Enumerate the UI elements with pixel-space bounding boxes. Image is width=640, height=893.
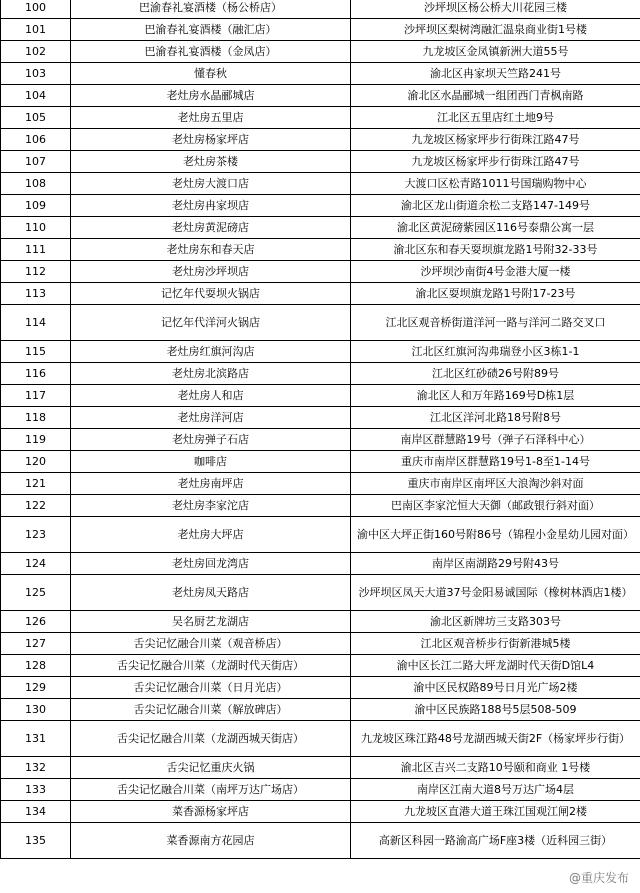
restaurant-name-cell: 舌尖记忆融合川菜（龙湖西城天街店）: [71, 721, 351, 757]
row-number-cell: 128: [1, 655, 71, 677]
table-row: [1, 41, 640, 63]
restaurant-name-cell: 老灶房大坪店: [71, 517, 351, 553]
row-number-cell: 132: [1, 757, 71, 779]
weibo-watermark: @重庆发布: [566, 868, 632, 887]
table-row: [1, 473, 640, 495]
table-row: [1, 801, 640, 823]
row-number-cell: 100: [1, 0, 71, 19]
row-number-cell: 122: [1, 495, 71, 517]
address-cell: 沙坪坝区梨树湾融汇温泉商业街1号楼: [351, 19, 640, 41]
restaurant-name-cell: 舌尖记忆融合川菜（南坪万达广场店）: [71, 779, 351, 801]
table-row: [1, 85, 640, 107]
address-cell: 渝中区长江二路大坪龙湖时代天街D馆L4: [351, 655, 640, 677]
row-number-cell: 135: [1, 823, 71, 859]
table-row: [1, 575, 640, 611]
table-row: [1, 677, 640, 699]
row-number-cell: 129: [1, 677, 71, 699]
table-body: [1, 0, 640, 859]
table-row: [1, 451, 640, 473]
address-cell: 渝中区大坪正街160号附86号（锦程小金星幼儿园对面）: [351, 517, 640, 553]
table-row: [1, 757, 640, 779]
table-row: [1, 151, 640, 173]
row-number-cell: 102: [1, 41, 71, 63]
address-cell: 重庆市南岸区南坪区大浪淘沙斜对面: [351, 473, 640, 495]
restaurant-name-cell: 老灶房弹子石店: [71, 429, 351, 451]
table-row: [1, 63, 640, 85]
row-number-cell: 110: [1, 217, 71, 239]
address-cell: 渝北区龙山街道余松二支路147-149号: [351, 195, 640, 217]
restaurant-name-cell: 老灶房回龙湾店: [71, 553, 351, 575]
address-cell: 渝北区冉家坝天竺路241号: [351, 63, 640, 85]
restaurant-name-cell: 舌尖记忆融合川菜（观音桥店）: [71, 633, 351, 655]
restaurant-name-cell: 老灶房杨家坪店: [71, 129, 351, 151]
row-number-cell: 123: [1, 517, 71, 553]
address-cell: 江北区观音桥街道洋河一路与洋河二路交叉口: [351, 305, 640, 341]
restaurant-name-cell: 老灶房沙坪坝店: [71, 261, 351, 283]
table-row: [1, 363, 640, 385]
address-cell: 九龙坡区金凤镇新洲大道55号: [351, 41, 640, 63]
row-number-cell: 127: [1, 633, 71, 655]
table-row: [1, 239, 640, 261]
address-cell: 重庆市南岸区群慧路19号1-8至1-14号: [351, 451, 640, 473]
restaurant-name-cell: 老灶房洋河店: [71, 407, 351, 429]
restaurant-name-cell: 舌尖记忆融合川菜（龙湖时代天街店）: [71, 655, 351, 677]
restaurant-name-cell: 吴名厨艺龙湖店: [71, 611, 351, 633]
row-number-cell: 125: [1, 575, 71, 611]
table-row: [1, 779, 640, 801]
row-number-cell: 113: [1, 283, 71, 305]
address-cell: 江北区洋河北路18号附8号: [351, 407, 640, 429]
restaurant-name-cell: 记忆年代洋河火锅店: [71, 305, 351, 341]
row-number-cell: 108: [1, 173, 71, 195]
address-cell: 江北区红旗河沟弗瑞登小区3栋1-1: [351, 341, 640, 363]
table-row: [1, 283, 640, 305]
restaurant-name-cell: 舌尖记忆融合川菜（解放碑店）: [71, 699, 351, 721]
row-number-cell: 130: [1, 699, 71, 721]
table-row: [1, 611, 640, 633]
address-cell: 九龙坡区珠江路48号龙湖西城天街2F（杨家坪步行街）: [351, 721, 640, 757]
row-number-cell: 115: [1, 341, 71, 363]
address-cell: 南岸区南湖路29号附43号: [351, 553, 640, 575]
address-cell: 渝北区新牌坊三支路303号: [351, 611, 640, 633]
address-cell: 南岸区群慧路19号（弹子石泽科中心）: [351, 429, 640, 451]
table-row: [1, 721, 640, 757]
restaurant-name-cell: 老灶房李家沱店: [71, 495, 351, 517]
restaurant-name-cell: 老灶房红旗河沟店: [71, 341, 351, 363]
table-row: [1, 173, 640, 195]
restaurant-name-cell: 巴渝春礼宴酒楼（融汇店）: [71, 19, 351, 41]
address-cell: 渝北区人和万年路169号D栋1层: [351, 385, 640, 407]
table-row: [1, 129, 640, 151]
row-number-cell: 106: [1, 129, 71, 151]
restaurant-name-cell: 咖啡店: [71, 451, 351, 473]
table-row: [1, 655, 640, 677]
table-row: [1, 19, 640, 41]
table-row: [1, 429, 640, 451]
table-row: [1, 385, 640, 407]
row-number-cell: 118: [1, 407, 71, 429]
row-number-cell: 101: [1, 19, 71, 41]
restaurant-name-cell: 菜香源南方花园店: [71, 823, 351, 859]
restaurant-name-cell: 老灶房凤天路店: [71, 575, 351, 611]
row-number-cell: 133: [1, 779, 71, 801]
address-cell: 渝北区耍坝旗龙路1号附17-23号: [351, 283, 640, 305]
address-cell: 九龙坡区直港大道王珠江国观江闸2楼: [351, 801, 640, 823]
address-cell: 九龙坡区杨家坪步行街珠江路47号: [351, 129, 640, 151]
row-number-cell: 134: [1, 801, 71, 823]
restaurant-name-cell: 老灶房冉家坝店: [71, 195, 351, 217]
table-row: [1, 407, 640, 429]
table-row: [1, 823, 640, 859]
restaurant-name-cell: 巴渝春礼宴酒楼（杨公桥店）: [71, 0, 351, 19]
address-cell: 渝北区黄泥磅紫园区116号泰鼎公寓一层: [351, 217, 640, 239]
row-number-cell: 112: [1, 261, 71, 283]
row-number-cell: 104: [1, 85, 71, 107]
restaurant-name-cell: 老灶房五里店: [71, 107, 351, 129]
restaurant-name-cell: 老灶房东和春天店: [71, 239, 351, 261]
restaurant-name-cell: 老灶房茶楼: [71, 151, 351, 173]
row-number-cell: 114: [1, 305, 71, 341]
row-number-cell: 126: [1, 611, 71, 633]
restaurant-name-cell: 老灶房北滨路店: [71, 363, 351, 385]
restaurant-name-cell: 懂春秋: [71, 63, 351, 85]
restaurant-name-cell: 舌尖记忆融合川菜（日月光店）: [71, 677, 351, 699]
address-cell: 沙坪坝区凤天大道37号金阳易诚国际（橡树林酒店1楼）: [351, 575, 640, 611]
row-number-cell: 117: [1, 385, 71, 407]
address-cell: 渝中区民族路188号5层508-509: [351, 699, 640, 721]
restaurant-name-cell: 老灶房南坪店: [71, 473, 351, 495]
address-cell: 巴南区李家沱恒大天御（邮政银行斜对面）: [351, 495, 640, 517]
address-cell: 渝北区东和春天耍坝旗龙路1号附32-33号: [351, 239, 640, 261]
address-cell: 渝北区吉兴二支路10号颐和商业 1号楼: [351, 757, 640, 779]
restaurant-name-cell: 记忆年代耍坝火锅店: [71, 283, 351, 305]
address-cell: 高新区科园一路渝高广场F座3楼（近科园三街）: [351, 823, 640, 859]
row-number-cell: 121: [1, 473, 71, 495]
row-number-cell: 131: [1, 721, 71, 757]
address-cell: 南岸区江南大道8号万达广场4层: [351, 779, 640, 801]
table-row: [1, 107, 640, 129]
restaurant-name-cell: 老灶房水晶郦城店: [71, 85, 351, 107]
address-cell: 江北区五里店红土地9号: [351, 107, 640, 129]
restaurant-name-cell: 老灶房人和店: [71, 385, 351, 407]
restaurant-name-cell: 老灶房黄泥磅店: [71, 217, 351, 239]
table-row: [1, 495, 640, 517]
row-number-cell: 111: [1, 239, 71, 261]
table-row: [1, 699, 640, 721]
row-number-cell: 124: [1, 553, 71, 575]
restaurant-name-cell: 老灶房大渡口店: [71, 173, 351, 195]
row-number-cell: 120: [1, 451, 71, 473]
table-row: [1, 0, 640, 19]
address-cell: 大渡口区松青路1011号国瑞购物中心: [351, 173, 640, 195]
table-row: [1, 261, 640, 283]
address-cell: 江北区观音桥步行街新港城5楼: [351, 633, 640, 655]
row-number-cell: 119: [1, 429, 71, 451]
table-row: [1, 633, 640, 655]
table-row: [1, 341, 640, 363]
table-row: [1, 305, 640, 341]
row-number-cell: 103: [1, 63, 71, 85]
address-cell: 沙坪坝区杨公桥大川花园三楼: [351, 0, 640, 19]
restaurant-name-cell: 舌尖记忆重庆火锅: [71, 757, 351, 779]
table-row: [1, 195, 640, 217]
row-number-cell: 107: [1, 151, 71, 173]
row-number-cell: 109: [1, 195, 71, 217]
address-cell: 渝北区水晶郦城一组团西门青枫南路: [351, 85, 640, 107]
restaurant-name-cell: 菜香源杨家坪店: [71, 801, 351, 823]
address-cell: 江北区红砂碛26号附89号: [351, 363, 640, 385]
address-cell: 沙坪坝沙南街4号金港大厦一楼: [351, 261, 640, 283]
address-cell: 九龙坡区杨家坪步行街珠江路47号: [351, 151, 640, 173]
row-number-cell: 105: [1, 107, 71, 129]
table-row: [1, 517, 640, 553]
row-number-cell: 116: [1, 363, 71, 385]
table-row: [1, 553, 640, 575]
address-cell: 渝中区民权路89号日月光广场2楼: [351, 677, 640, 699]
restaurant-name-cell: 巴渝春礼宴酒楼（金凤店）: [71, 41, 351, 63]
table-row: [1, 217, 640, 239]
